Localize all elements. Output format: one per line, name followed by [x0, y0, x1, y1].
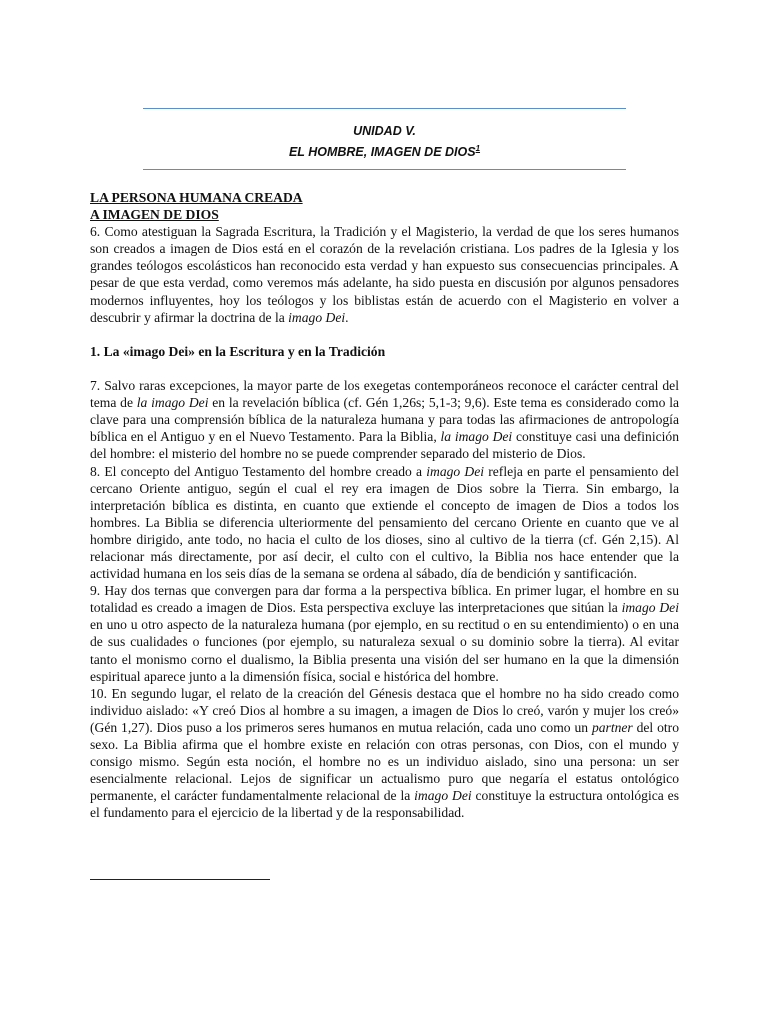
- paragraph-7-italic-a: la imago Dei: [136, 395, 209, 411]
- paragraph-6-end: .: [345, 309, 349, 325]
- footnote-separator: [90, 879, 270, 880]
- header-top-rule: [143, 108, 626, 109]
- chapter-title: [143, 140, 626, 161]
- footnote-reference[interactable]: 1: [475, 144, 481, 153]
- paragraph-10-text-b: del otro sexo. La Biblia afirma que el hombre existe en relación con otras personas, con Dios, con el mundo y consigo mismo. Según esta noción, el hombre no es un individuo aislado, sino una persona: un ser esencialmente relacional. Lejos de significar un actualismo puro que negaría el estatus ontológico permanente, el carácter fundamentalmente relacional de la: [90, 719, 679, 804]
- paragraph-6-text: 6. Como atestiguan la Sagrada Escritura, la Tradición y el Magisterio, la verdad de que los seres humanos son creados a imagen de Dios está en el corazón de la revelación cristiana. Los padres de la Iglesia y los grandes teólogos escolásticos han reconocido esta verdad y han expuesto sus consecuencias principales. A pesar de que esta verdad, como veremos más adelante, ha sido puesta en discusión por algunos pensadores modernos influyentes, hoy los teólogos y los biblistas están de acuerdo con el Magisterio en volver a descubrir y afirmar la doctrina de la: [90, 224, 679, 325]
- unit-heading: UNIDAD V.: [353, 124, 416, 138]
- subsection-title: 1. La «imago Dei» en la Escritura y en la Tradición: [90, 343, 386, 359]
- paragraph-8-text-a: 8. El concepto del Antiguo Testamento del hombre creado a: [90, 463, 427, 479]
- paragraph-7-text-b: en la revelación bíblica (cf. Gén 1,26s; 5,1-3; 9,6). Este tema es considerado como la clave para una comprensión bíblica de la naturaleza humana y para todas las afirmaciones de antropología bíblica en el Antiguo y en el Nuevo Testamento. Para la Biblia,: [90, 395, 680, 445]
- paragraph-6: [90, 223, 679, 326]
- paragraph-6-italic: imago Dei: [288, 309, 346, 325]
- paragraph-10-text-a: 10. En segundo lugar, el relato de la creación del Génesis destaca que el hombre no ha sido creado como individuo aislado: «Y creó Dios al hombre a su imagen, a imagen de Dios lo creó, varón y mujer los creó» (Gén 1,27). Dios puso a los primeros seres humanos en mutua relación, cada uno como un: [90, 685, 679, 735]
- paragraph-9: [90, 582, 679, 685]
- paragraph-7-text-a: 7. Salvo raras excepciones, la mayor parte de los exegetas contemporáneos reconoce el carácter central del tema de: [90, 378, 679, 411]
- section-title-line-1: LA PERSONA HUMANA CREADA: [90, 190, 303, 205]
- section-title-line-2: A IMAGEN DE DIOS: [90, 207, 219, 223]
- paragraph-8: [90, 463, 679, 583]
- paragraph-8-text-b: refleja en parte el pensamiento del cercano Oriente antiguo, según el cual el rey era imagen de Dios sobre la Tierra. Sin embargo, la interpretación bíblica es distinta, en cuanto que extiende el concepto de imagen de Dios a todos los hombres. La Biblia se diferencia ulteriormente del pensamiento del cercano Oriente en cuanto que ve al hombre dirigido, ante todo, no hacia el culto de los dioses, sino al cultivo de la tierra (cf. Gén 2,15). Al relacionar más directamente, por así decir, el culto con el cultivo, la Biblia nos hace entender que la actividad humana en los seis días de la semana se ordena al sábado, día de bendición y santificación.: [90, 463, 679, 582]
- paragraph-9-italic: imago Dei: [621, 600, 679, 616]
- paragraph-8-italic: imago Dei: [426, 463, 485, 479]
- paragraph-9-text-a: 9. Hay dos ternas que convergen para dar forma a la perspectiva bíblica. En primer lugar, el hombre en su totalidad es creado a imagen de Dios. Esta perspectiva excluye las interpretaciones que sitúan la: [90, 583, 679, 616]
- paragraph-10-italic-b: imago Dei: [414, 788, 472, 804]
- paragraph-7-italic-b: la imago Dei: [440, 429, 513, 445]
- document-body: [90, 189, 679, 821]
- paragraph-10-text-c: constituye la estructura ontológica es el fundamento para el ejercicio de la libertad y de la responsabilidad.: [90, 788, 680, 821]
- paragraph-7: [90, 377, 679, 462]
- paragraph-10-italic-a: partner: [591, 719, 633, 735]
- paragraph-7-text-c: constituye casi una definición del hombre: el misterio del hombre no se puede comprender separado del misterio de Dios.: [90, 429, 680, 462]
- header-bottom-rule: [143, 169, 626, 170]
- paragraph-10: [90, 685, 679, 822]
- paragraph-9-text-b: en uno u otro aspecto de la naturaleza humana (por ejemplo, en su rectitud o en su entendimiento) o en una de sus cualidades o funciones (por ejemplo, su naturaleza sexual o su dominio sobre la tierra). Al evitar tanto el monismo corno el dualismo, la Biblia presenta una visión del ser humano en la que la dimensión espiritual aparece junto a la dimensión física, social e histórica del hombre.: [90, 617, 679, 684]
- chapter-title-text: EL HOMBRE, IMAGEN DE DIOS: [288, 145, 476, 159]
